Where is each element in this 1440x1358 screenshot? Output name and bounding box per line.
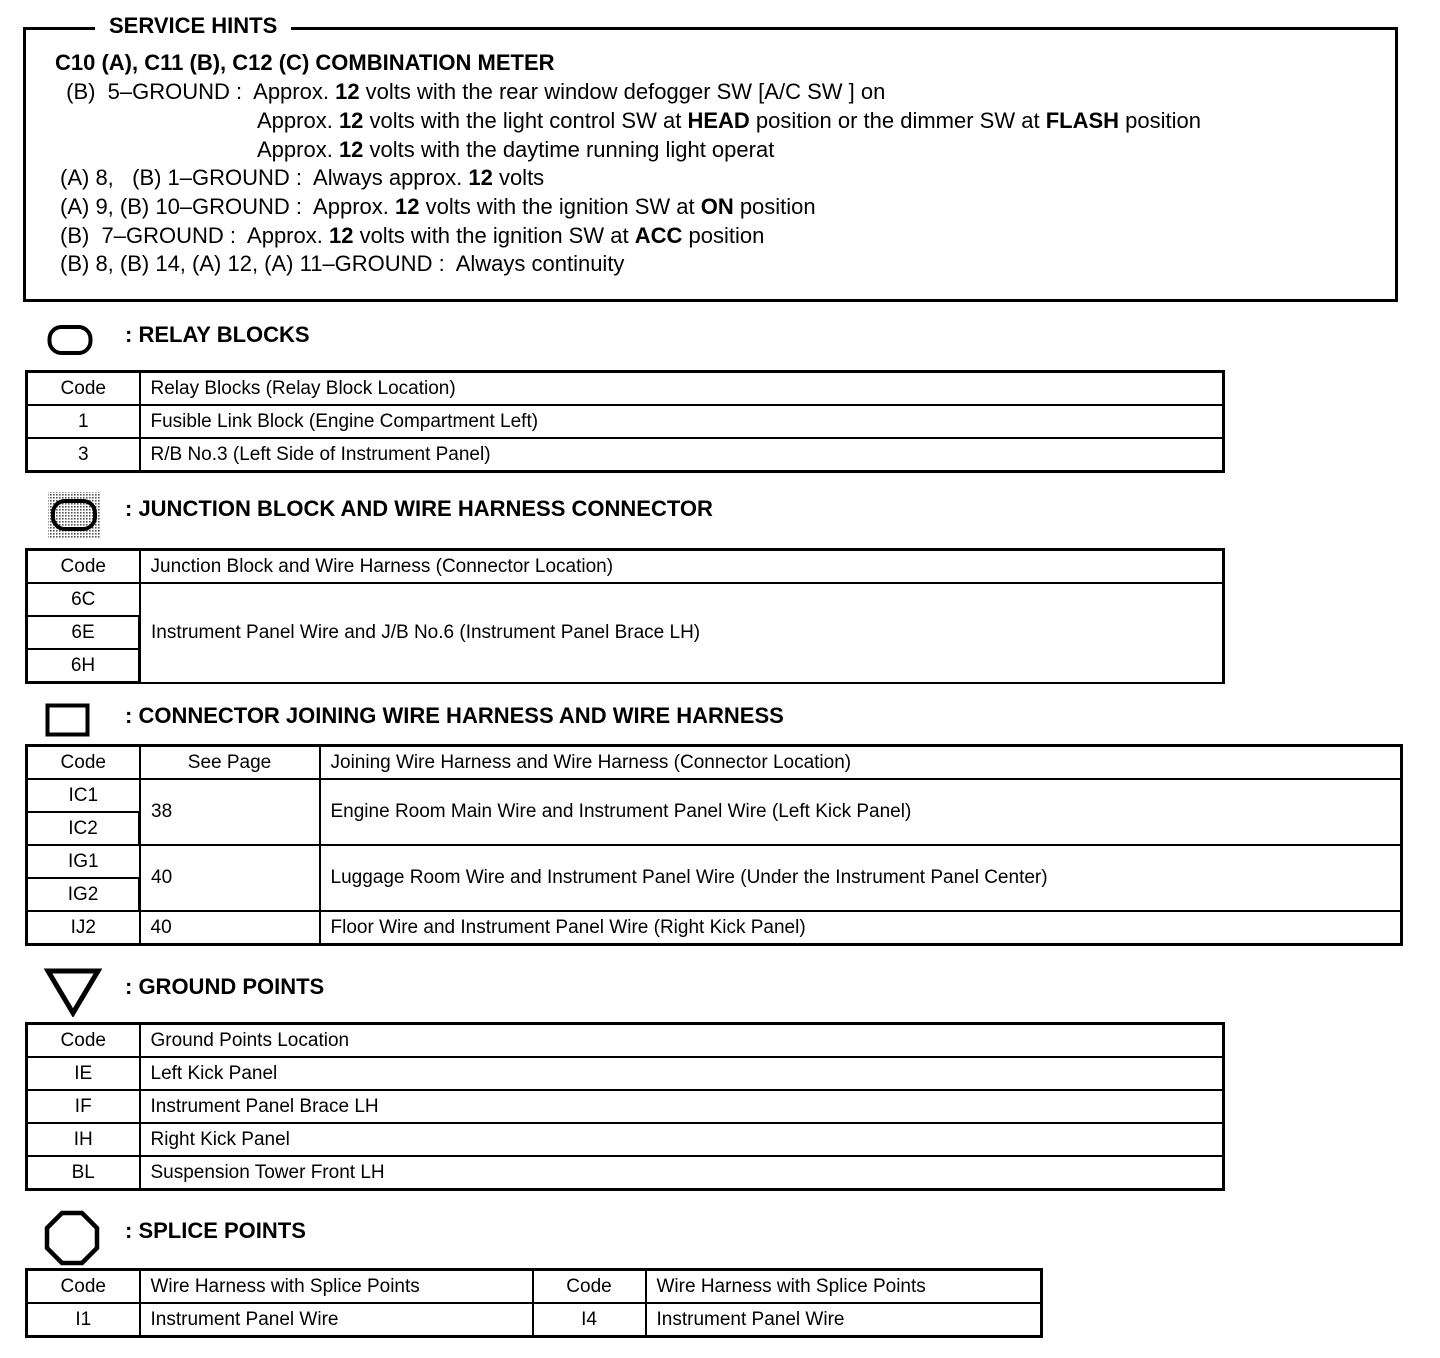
table-row	[27, 1156, 1224, 1190]
cell-code: 6C	[27, 583, 140, 616]
hint-emphasis: 12	[338, 137, 364, 162]
hint-text: volts	[492, 165, 545, 190]
cell-wire-harness: Instrument Panel Wire	[140, 1303, 533, 1337]
cell-code: I1	[27, 1303, 140, 1337]
table-header-row	[27, 1270, 1042, 1304]
cell-code: IG1	[27, 845, 140, 878]
relay-blocks-heading: : RELAY BLOCKS	[125, 322, 310, 347]
hint-emphasis: 12	[328, 223, 354, 248]
table-row	[27, 438, 1224, 472]
table-row	[27, 1303, 1042, 1337]
hint-text: volts with the rear window defogger SW [A/C SW ] on	[359, 79, 886, 104]
hint-emphasis: 12	[338, 108, 364, 133]
ground-point-icon	[44, 967, 102, 1017]
cell-code: 1	[27, 405, 140, 438]
splice-points-table	[25, 1268, 1043, 1338]
col-header-location: Relay Blocks (Relay Block Location)	[140, 372, 1224, 406]
col-header-location: Ground Points Location	[140, 1024, 1224, 1058]
cell-location: Instrument Panel Brace LH	[140, 1090, 1224, 1123]
cell-location: Suspension Tower Front LH	[140, 1156, 1224, 1190]
hint-emphasis: FLASH	[1045, 108, 1120, 133]
table-header-row	[27, 746, 1402, 780]
service-hint-line	[60, 164, 544, 192]
hint-emphasis: ON	[700, 194, 734, 219]
table-row	[27, 1057, 1224, 1090]
hint-text: Approx.	[257, 137, 339, 162]
cell-code-2: I4	[533, 1303, 646, 1337]
relay-block-icon	[47, 324, 93, 356]
connector-joining-icon	[45, 703, 91, 737]
hint-text: position	[1119, 108, 1201, 133]
ground-points-table	[25, 1022, 1225, 1191]
col-header-code: Code	[27, 1024, 140, 1058]
table-row	[27, 1123, 1224, 1156]
connector-joining-heading: : CONNECTOR JOINING WIRE HARNESS AND WIRE HARNESS	[125, 703, 784, 728]
table-header-row	[27, 1024, 1224, 1058]
hint-text: (B) 8, (B) 14, (A) 12, (A) 11–GROUND : Always continuity	[60, 251, 625, 276]
hint-text: position	[682, 223, 765, 248]
cell-location: R/B No.3 (Left Side of Instrument Panel)	[140, 438, 1224, 472]
hint-text: (B) 7–GROUND : Approx.	[60, 223, 329, 248]
service-hint-line	[257, 107, 1201, 135]
service-hint-line	[60, 193, 816, 221]
cell-code: IE	[27, 1057, 140, 1090]
cell-code: IJ2	[27, 911, 140, 945]
service-hint-line	[257, 136, 774, 164]
table-header-row	[27, 550, 1224, 584]
cell-code: 6H	[27, 649, 140, 683]
connector-joining-table	[25, 744, 1403, 946]
relay-blocks-table	[25, 370, 1225, 473]
hint-emphasis: 12	[394, 194, 420, 219]
cell-code: BL	[27, 1156, 140, 1190]
cell-code: IH	[27, 1123, 140, 1156]
table-row	[27, 1090, 1224, 1123]
col-header-location: Junction Block and Wire Harness (Connector Location)	[140, 550, 1224, 584]
cell-location: Left Kick Panel	[140, 1057, 1224, 1090]
cell-wire-harness-2: Instrument Panel Wire	[646, 1303, 1042, 1337]
cell-see-page: 38	[140, 779, 320, 845]
col-header-code: Code	[27, 550, 140, 584]
hint-text: (A) 9, (B) 10–GROUND : Approx.	[60, 194, 395, 219]
col-header-wire-harness-2: Wire Harness with Splice Points	[646, 1270, 1042, 1304]
col-header-code-2: Code	[533, 1270, 646, 1304]
cell-location: Engine Room Main Wire and Instrument Panel Wire (Left Kick Panel)	[320, 779, 1402, 845]
table-row	[27, 405, 1224, 438]
cell-code: IG2	[27, 878, 140, 911]
hint-emphasis: 12	[335, 79, 360, 104]
cell-code: IF	[27, 1090, 140, 1123]
hint-text: (A) 8, (B) 1–GROUND : Always approx.	[60, 165, 469, 190]
hint-text: position	[733, 194, 816, 219]
junction-block-heading: : JUNCTION BLOCK AND WIRE HARNESS CONNECTOR	[125, 496, 713, 521]
hint-text: Approx.	[257, 108, 339, 133]
col-header-wire-harness: Wire Harness with Splice Points	[140, 1270, 533, 1304]
hint-text: (B) 5–GROUND : Approx.	[60, 79, 336, 104]
cell-location: Luggage Room Wire and Instrument Panel Wire (Under the Instrument Panel Center)	[320, 845, 1402, 911]
table-row	[27, 779, 1402, 812]
hint-text: volts with the ignition SW at	[353, 223, 635, 248]
ground-points-heading: : GROUND POINTS	[125, 974, 325, 999]
service-hint-line	[60, 222, 764, 250]
col-header-code: Code	[27, 1270, 140, 1304]
cell-see-page: 40	[140, 845, 320, 911]
col-header-code: Code	[27, 746, 140, 780]
cell-code: 6E	[27, 616, 140, 649]
cell-location: Floor Wire and Instrument Panel Wire (Right Kick Panel)	[320, 911, 1402, 945]
hint-text: volts with the light control SW at	[363, 108, 688, 133]
hint-emphasis: 12	[468, 165, 493, 190]
junction-block-icon	[47, 491, 101, 539]
table-row	[27, 583, 1224, 616]
hint-text: volts with the ignition SW at	[419, 194, 701, 219]
hint-emphasis: HEAD	[687, 108, 750, 133]
hint-text: position or the dimmer SW at	[749, 108, 1046, 133]
splice-point-icon	[44, 1210, 100, 1266]
cell-code: 3	[27, 438, 140, 472]
table-header-row	[27, 372, 1224, 406]
col-header-code: Code	[27, 372, 140, 406]
table-row	[27, 845, 1402, 878]
cell-location: Fusible Link Block (Engine Compartment Left)	[140, 405, 1224, 438]
service-hint-line	[60, 250, 624, 278]
table-row	[27, 911, 1402, 945]
service-hints-title: SERVICE HINTS	[95, 13, 291, 39]
col-header-see-page: See Page	[140, 746, 320, 780]
junction-block-table	[25, 548, 1225, 684]
combination-meter-heading: C10 (A), C11 (B), C12 (C) COMBINATION METER	[55, 50, 555, 75]
service-hint-line	[60, 78, 885, 106]
cell-code: IC2	[27, 812, 140, 845]
cell-code: IC1	[27, 779, 140, 812]
hint-emphasis: ACC	[634, 223, 683, 248]
col-header-location: Joining Wire Harness and Wire Harness (Connector Location)	[320, 746, 1402, 780]
hint-text: volts with the daytime running light operat	[363, 137, 775, 162]
cell-location: Right Kick Panel	[140, 1123, 1224, 1156]
cell-see-page: 40	[140, 911, 320, 945]
cell-location: Instrument Panel Wire and J/B No.6 (Instrument Panel Brace LH)	[140, 583, 1224, 683]
splice-points-heading: : SPLICE POINTS	[125, 1218, 306, 1243]
